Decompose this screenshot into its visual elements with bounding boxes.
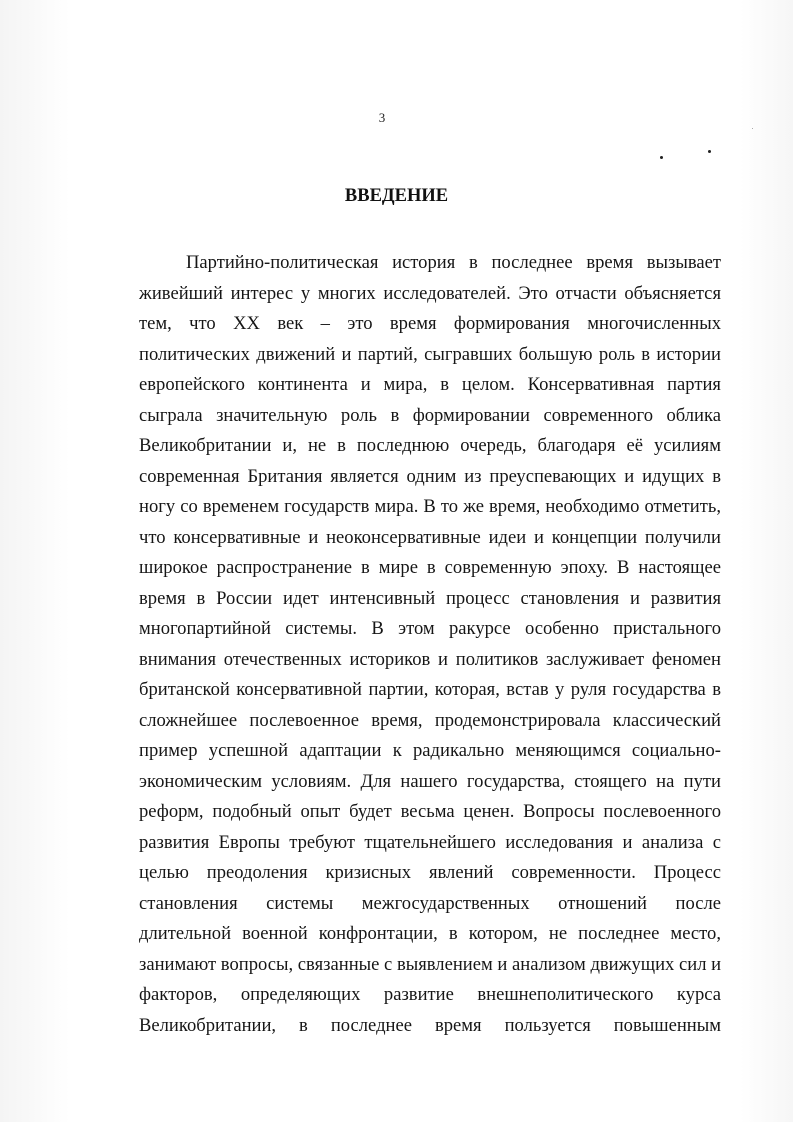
page-number: 3 <box>378 110 386 125</box>
text-line: сыграла значительную роль в формировании современного облика <box>139 404 721 426</box>
text-line: современная Британия является одним из преуспевающих и идущих в <box>139 465 721 487</box>
text-line: реформ, подобный опыт будет весьма ценен. Вопросы послевоенного <box>139 801 721 822</box>
text-line: политических движений и партий, сыгравших большую роль в истории <box>139 343 721 365</box>
scan-speck <box>660 156 663 159</box>
text-line: время в России идет интенсивный процесс становления и развития <box>139 587 721 609</box>
scan-speck <box>708 150 711 153</box>
text-line: целью преодоления кризисных явлений современности. Процесс <box>139 862 721 883</box>
text-line: экономическим условиям. Для нашего государства, стоящего на пути <box>139 770 721 792</box>
text-line: тем, что XX век – это время формирования многочисленных <box>139 313 721 334</box>
text-line: живейший интерес у многих исследователей. Это отчасти объясняется <box>139 282 721 304</box>
text-line: развития Европы требуют тщательнейшего исследования и анализа с <box>139 831 721 853</box>
text-line: Великобритании и, не в последнюю очередь, благодаря её усилиям <box>139 435 721 456</box>
text-line: становления системы межгосударственных отношений после <box>139 892 721 914</box>
text-line: внимания отечественных историков и политиков заслуживает феномен <box>139 648 721 670</box>
text-line: длительной военной конфронтации, в котором, не последнее место, <box>139 923 721 944</box>
text-line: европейского континента и мира, в целом. Консервативная партия <box>139 374 721 395</box>
text-line: Партийно-политическая история в последнее время вызывает <box>186 252 721 273</box>
text-line: широкое распространение в мире в современную эпоху. В настоящее <box>139 557 721 578</box>
text-line: пример успешной адаптации к радикально меняющимся социально- <box>139 740 721 761</box>
body-text <box>139 248 721 1041</box>
text-line: сложнейшее послевоенное время, продемонстрировала классический <box>139 709 721 731</box>
text-line: Великобритании, в последнее время пользуется повышенным <box>139 1014 721 1036</box>
text-line: что консервативные и неоконсервативные идеи и концепции получили <box>139 526 721 548</box>
page-title: ВВЕДЕНИЕ <box>344 186 449 206</box>
text-line: факторов, определяющих развитие внешнеполитического курса <box>139 984 721 1005</box>
text-line: занимают вопросы, связанные с выявлением и анализом движущих сил и <box>139 953 722 975</box>
text-line: ногу со временем государств мира. В то же время, необходимо отметить, <box>139 496 721 517</box>
text-line: британской консервативной партии, которая, встав у руля государства в <box>139 679 721 700</box>
text-line: многопартийной системы. В этом ракурсе особенно пристального <box>139 618 721 639</box>
scan-speck <box>752 128 753 129</box>
